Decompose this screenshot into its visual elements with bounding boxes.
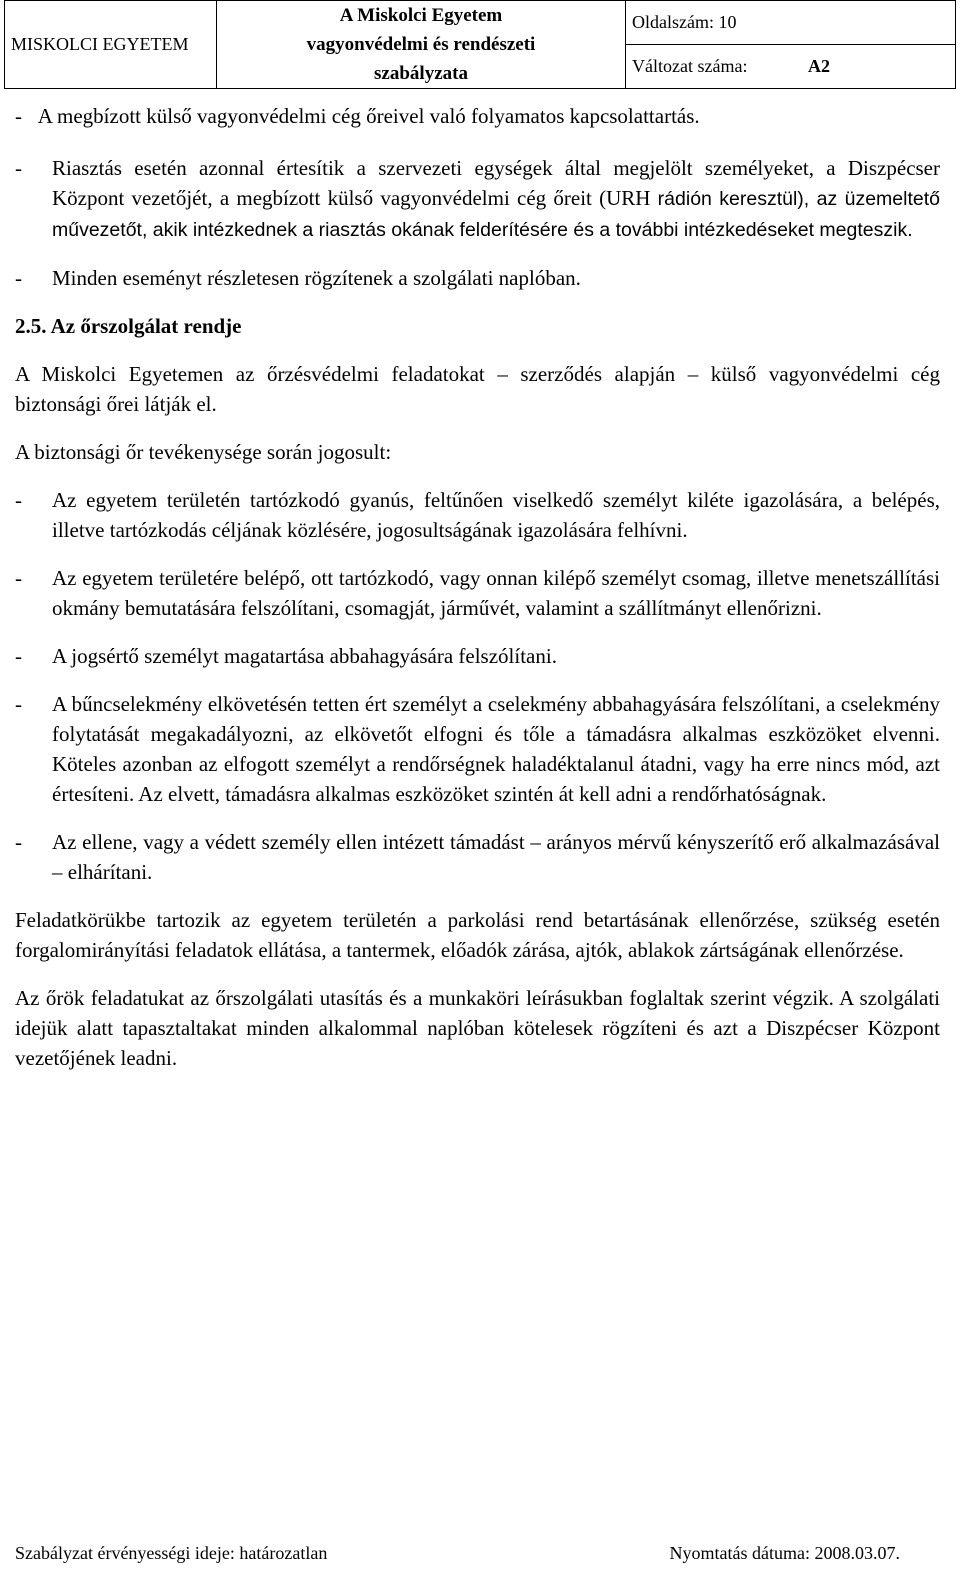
list-item-text: A megbízott külső vagyonvédelmi cég őreivel való folyamatos kapcsolattartás. bbox=[37, 104, 700, 128]
list-dash: - bbox=[15, 692, 22, 716]
header-version-value: A2 bbox=[808, 56, 830, 76]
document-body bbox=[15, 101, 940, 1073]
list-dash: - bbox=[15, 830, 22, 854]
paragraph: Az őrök feladatukat az őrszolgálati utasítás és a munkaköri leírásukban foglaltak szerint végzik. A szolgálati idejük alatt tapasztaltakat minden alkalommal naplóban kötelesek rögzíteni és azt a Diszpécser Központ vezetőjének leadni. bbox=[15, 986, 940, 1070]
list-item-text: Az egyetem területén tartózkodó gyanús, feltűnően viselkedő személyt kiléte igazolására, a belépés, illetve tartózkodás céljának közlésére, jogosultságának igazolására felhívni. bbox=[52, 488, 940, 542]
list-item-text: Az ellene, vagy a védett személy ellen intézett támadást – arányos mérvű kényszerítő erő alkalmazásával – elhárítani. bbox=[52, 830, 940, 884]
paragraph: A Miskolci Egyetemen az őrzésvédelmi feladatokat – szerződés alapján – külső vagyonvédelmi cég biztonsági őrei látják el. bbox=[15, 362, 940, 416]
list-item-text: Riasztás esetén azonnal értesítik a szervezeti egységek által megjelölt személyeket, a Diszpécser Központ vezetőjét, a megbízott külső vagyonvédelmi cég őreit (URH bbox=[52, 156, 940, 210]
list-item-text: Minden eseményt részletesen rögzítenek a szolgálati naplóban. bbox=[52, 266, 581, 290]
list-item bbox=[15, 485, 940, 545]
document-footer bbox=[15, 1543, 940, 1571]
header-title bbox=[217, 1, 626, 89]
header-page-number: Oldalszám: 10 bbox=[626, 1, 956, 45]
footer-validity: Szabályzat érvényességi ideje: határozatlan bbox=[15, 1543, 328, 1563]
footer-print-date: Nyomtatás dátuma: 2008.03.07. bbox=[669, 1543, 900, 1563]
list-item-text: A jogsértő személyt magatartása abbahagyására felszólítani. bbox=[52, 644, 557, 668]
document-header bbox=[4, 0, 956, 89]
list-dash: - bbox=[15, 566, 22, 590]
paragraph: Feladatkörükbe tartozik az egyetem területén a parkolási rend betartásának ellenőrzése, szükség esetén forgalomirányítási feladatok ellátása, a tantermek, előadók zárása, ajtók, ablakok zártságának ellenőrzése. bbox=[15, 908, 940, 962]
list-item bbox=[15, 689, 940, 809]
header-title-line1: A Miskolci Egyetem bbox=[339, 5, 503, 26]
header-version-label: Változat száma: bbox=[632, 56, 748, 76]
header-title-line3: szabályzata bbox=[374, 63, 468, 84]
header-version bbox=[626, 45, 956, 89]
list-item bbox=[15, 641, 940, 671]
list-item bbox=[15, 153, 940, 245]
header-title-line2: vagyonvédelmi és rendészeti bbox=[306, 34, 536, 55]
list-dash: - bbox=[15, 156, 22, 180]
list-item bbox=[15, 263, 940, 293]
section-heading: 2.5. Az őrszolgálat rendje bbox=[15, 314, 242, 338]
list-item-text: Az egyetem területére belépő, ott tartózkodó, vagy onnan kilépő személyt csomag, illetve menetszállítási okmány bemutatására felszólítani, csomagját, járművét, valamint a szállítmányt ellenőrizni. bbox=[52, 566, 940, 620]
header-organization: MISKOLCI EGYETEM bbox=[5, 1, 217, 89]
list-dash: - bbox=[15, 644, 22, 668]
list-item bbox=[15, 563, 940, 623]
list-item-text: A bűncselekmény elkövetésén tetten ért személyt a cselekmény abbahagyására felszólítani, a cselekmény folytatását megakadályozni, az elkövetőt elfogni és tőle a támadásra alkalmas eszközöket elvenni. Köteles azonban az elfogott személyt a rendőrségnek haladéktalanul átadni, vagy ha erre nincs mód, azt értesíteni. Az elvett, támadásra alkalmas eszközöket szintén át kell adni a rendőrhatóságnak. bbox=[52, 692, 940, 806]
list-item bbox=[15, 827, 940, 887]
list-dash: - bbox=[15, 266, 22, 290]
list-item bbox=[15, 101, 940, 131]
paragraph: A biztonsági őr tevékenysége során jogosult: bbox=[15, 440, 392, 464]
list-dash: - bbox=[15, 488, 22, 512]
list-item-text-sans: rádión keresztül), az üzemeltető művezetőt, akik intézkednek a riasztás okának felderítésére és a további intézkedéseket megteszik. bbox=[52, 188, 940, 241]
list-dash: - bbox=[15, 104, 22, 128]
